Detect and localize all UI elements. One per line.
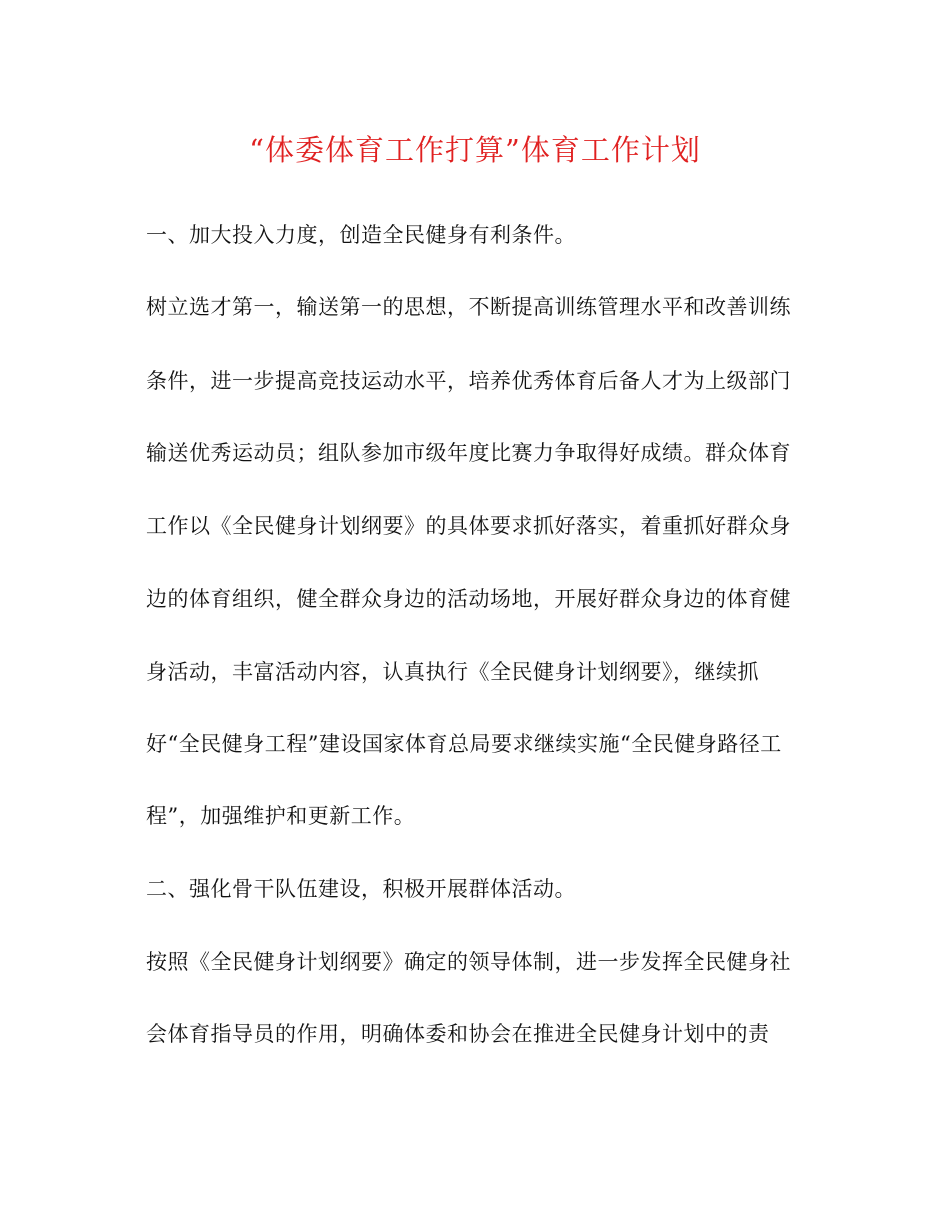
paragraph-line: 树立选才第一，输送第一的思想，不断提高训练管理水平和改善训练 <box>146 295 791 319</box>
paragraph-line: 按照《全民健身计划纲要》确定的领导体制，进一步发挥全民健身社 <box>146 950 791 974</box>
section-heading-2: 二、强化骨干队伍建设，积极开展群体活动。 <box>146 877 576 901</box>
paragraph-line: 程”，加强维护和更新工作。 <box>146 804 416 828</box>
paragraph-line: 会体育指导员的作用，明确体委和协会在推进全民健身计划中的责 <box>146 1022 770 1046</box>
section-heading-1: 一、加大投入力度，创造全民健身有利条件。 <box>146 223 576 247</box>
paragraph-line: 好“全民健身工程”建设国家体育总局要求继续实施“全民健身路径工 <box>146 732 782 756</box>
document-title: “体委体育工作打算”体育工作计划 <box>249 133 701 167</box>
paragraph-line: 身活动，丰富活动内容，认真执行《全民健身计划纲要》，继续抓 <box>146 660 759 684</box>
paragraph-line: 工作以《全民健身计划纲要》的具体要求抓好落实，着重抓好群众身 <box>146 514 791 538</box>
paragraph-line: 边的体育组织，健全群众身边的活动场地，开展好群众身边的体育健 <box>146 587 791 611</box>
paragraph-line: 输送优秀运动员；组队参加市级年度比赛力争取得好成绩。群众体育 <box>146 441 791 465</box>
paragraph-line: 条件，进一步提高竞技运动水平，培养优秀体育后备人才为上级部门 <box>146 369 791 393</box>
